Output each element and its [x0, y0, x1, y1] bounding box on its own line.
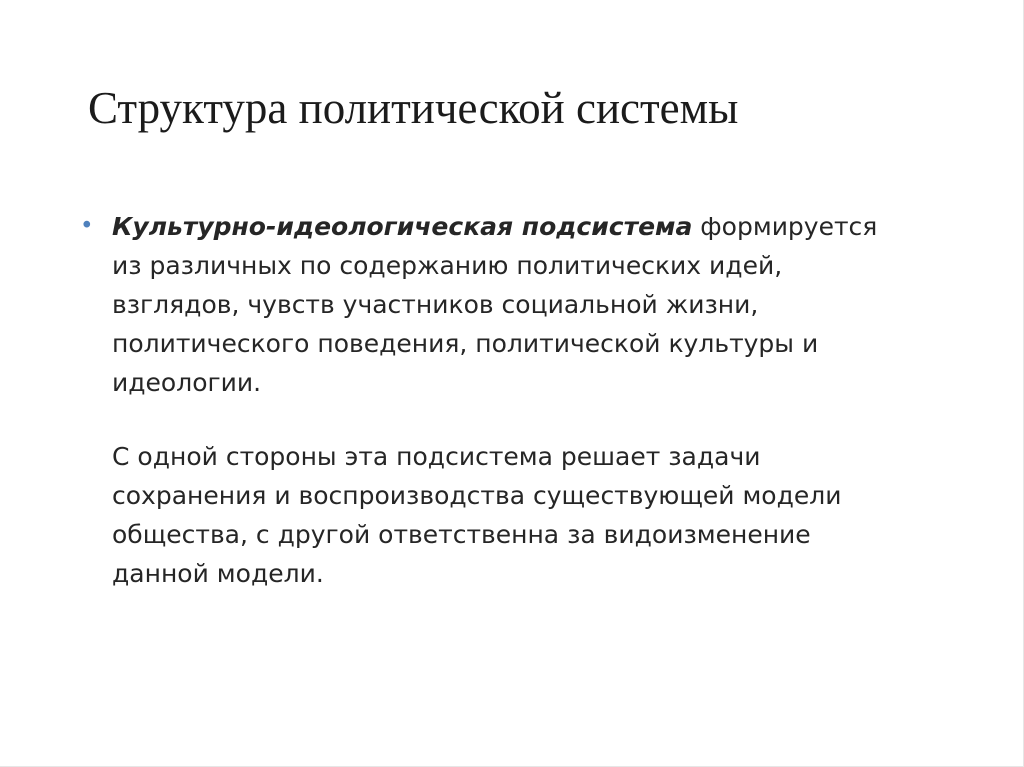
paragraph-2-line-1: С одной стороны эта подсистема решает задачи	[112, 442, 761, 471]
bullet-line-5: идеологии.	[112, 368, 262, 397]
paragraph-2	[80, 437, 940, 593]
bullet-line-3: взглядов, чувств участников социальной жизни,	[112, 290, 759, 319]
bullet-dot-icon: •	[80, 213, 94, 239]
paragraph-2-line-2: сохранения и воспроизводства существующей модели	[112, 481, 842, 510]
paragraph-2-line-4: данной модели.	[112, 559, 324, 588]
slide-title: Структура политической системы	[88, 83, 739, 133]
paragraph-2-line-3: общества, с другой ответственна за видоизменение	[112, 520, 811, 549]
bullet-item	[80, 207, 940, 402]
bullet-emphasis: Культурно-идеологическая подсистема	[112, 212, 693, 241]
bullet-line-2: из различных по содержанию политических идей,	[112, 251, 783, 280]
bullet-line-1-rest: формируется	[692, 212, 878, 241]
bullet-line-4: политического поведения, политической культуры и	[112, 329, 819, 358]
bullet-line-1	[112, 207, 940, 246]
slide-body	[80, 207, 940, 593]
